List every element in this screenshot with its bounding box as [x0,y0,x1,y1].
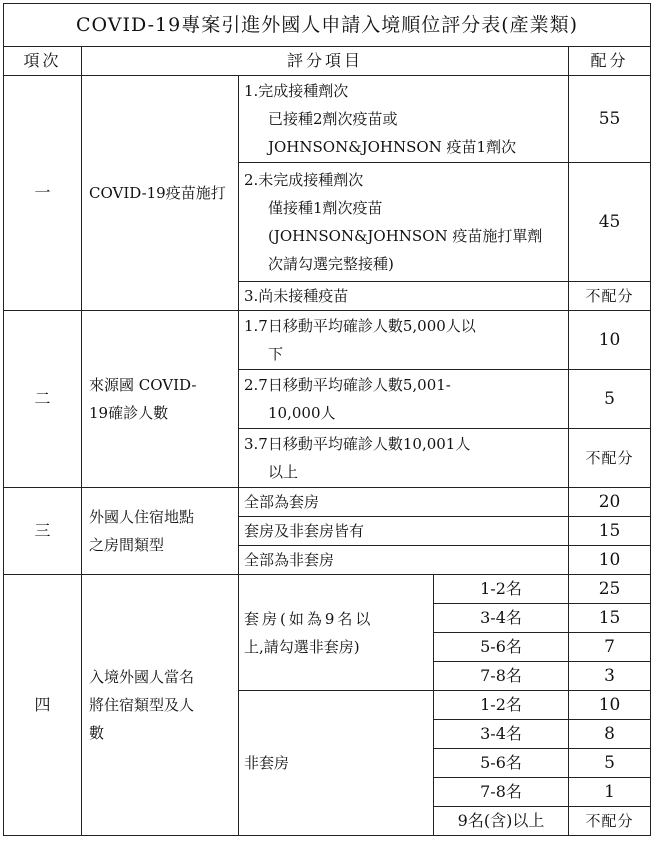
category-line: 來源國 COVID- [89,376,197,394]
points-cell: 3 [569,662,651,691]
rank-cell: 5-6名 [434,749,569,778]
category-line: 19確診人數 [89,404,169,422]
item-line: 10,000人 [268,404,336,422]
item-cell [239,311,569,370]
item-cell: 全部為套房 [239,488,569,517]
table-row [4,488,651,517]
rank-cell: 7-8名 [434,778,569,807]
points-cell: 5 [569,370,651,429]
points-cell: 45 [569,163,651,282]
suite-label-line: 套房(如為9名以 [244,609,374,628]
suite-label [239,575,434,691]
header-points: 配分 [569,47,651,76]
item-line: 已接種2劑次疫苗或 [268,110,398,128]
title-row [4,4,651,47]
category-line: 入境外國人當名 [89,668,195,686]
category-line: 數 [89,724,105,742]
item-line: 2.7日移動平均確診人數5,001- [244,376,451,394]
section-category: COVID-19疫苗施打 [82,76,239,311]
rank-cell: 3-4名 [434,604,569,633]
section-category [82,575,239,836]
header-row [4,47,651,76]
rank-cell: 1-2名 [434,575,569,604]
rank-cell: 9名(含)以上 [434,807,569,836]
scoring-table [3,3,651,836]
item-line: 3.7日移動平均確診人數10,001人 [244,435,471,453]
category-line: 外國人住宿地點 [89,508,195,526]
item-line: JOHNSON&JOHNSON 疫苗1劑次 [268,138,517,156]
points-cell: 10 [569,691,651,720]
section-category [82,488,239,575]
points-cell: 不配分 [569,429,651,488]
category-line: 將住宿類型及人 [89,696,195,714]
rank-cell: 7-8名 [434,662,569,691]
item-line: 1.完成接種劑次 [244,82,349,100]
item-line: 僅接種1劑次疫苗 [268,199,383,217]
item-line: 1.7日移動平均確診人數5,000人以 [244,317,476,335]
points-cell: 1 [569,778,651,807]
item-cell: 全部為非套房 [239,546,569,575]
item-cell [239,370,569,429]
table-row [4,311,651,370]
item-cell: 套房及非套房皆有 [239,517,569,546]
item-line: (JOHNSON&JOHNSON 疫苗施打單劑 [268,227,543,245]
item-line: 下 [268,345,284,363]
rank-cell: 1-2名 [434,691,569,720]
section-number: 四 [4,575,82,836]
points-cell: 25 [569,575,651,604]
points-cell: 不配分 [569,282,651,311]
category-line: 之房間類型 [89,536,165,554]
points-cell: 10 [569,311,651,370]
table-title: COVID-19專案引進外國人申請入境順位評分表(產業類) [4,4,651,47]
header-no: 項次 [4,47,82,76]
points-cell: 5 [569,749,651,778]
item-cell [239,429,569,488]
section-number: 二 [4,311,82,488]
rank-cell: 3-4名 [434,720,569,749]
table-row [4,76,651,163]
points-cell: 8 [569,720,651,749]
table-row [4,575,651,604]
item-line: 2.未完成接種劑次 [244,171,364,189]
points-cell: 15 [569,517,651,546]
item-cell [239,163,569,282]
points-cell: 20 [569,488,651,517]
points-cell: 55 [569,76,651,163]
header-item: 評分項目 [82,47,569,76]
item-line: 次請勾選完整接種) [268,255,394,273]
points-cell: 10 [569,546,651,575]
points-cell: 15 [569,604,651,633]
section-category [82,311,239,488]
section-number: 一 [4,76,82,311]
points-cell: 不配分 [569,807,651,836]
item-line: 以上 [268,463,299,481]
rank-cell: 5-6名 [434,633,569,662]
nonsuite-label: 非套房 [239,691,434,836]
item-cell [239,76,569,163]
points-cell: 7 [569,633,651,662]
item-cell: 3.尚未接種疫苗 [239,282,569,311]
suite-label-line: 上,請勾選非套房) [244,637,360,656]
section-number: 三 [4,488,82,575]
